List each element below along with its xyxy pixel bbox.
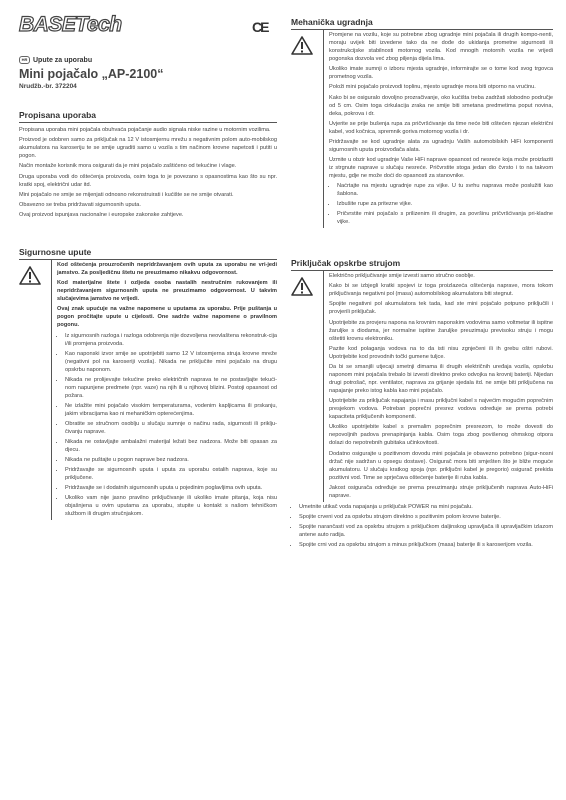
warning-box (291, 30, 553, 228)
language-label (19, 56, 277, 64)
paragraph: Električno priključivanje smije izvesti samo stručno osoblje. (329, 273, 475, 279)
paragraph: Upotrijebite za provjeru napona na krovnim naponskim vodovima samo voltmetar ili ispitne žaruljke s diodama, jer normalne ispitne žaruljke preuzimaju previsoku struju i mogu oštetiti krovnu elektroniku. (329, 319, 553, 342)
paragraph: Uvjerite se prije bušenja rupa za pričvršćivanje da time neće biti oštećen njezan električni kabel, vod kočnica, spremnik goriva motornog vozila i dr. (329, 120, 553, 135)
section-heading: Propisana uporaba (19, 110, 277, 123)
power-steps (291, 503, 553, 549)
section-heading: Sigurnosne upute (19, 247, 277, 260)
section-usage (19, 110, 277, 221)
paragraph: Proizvod je odobren samo za priključak na 12 V istosmjernu mrežu s negativnim polom auto-mobilskog akumulatora na karoseriju te se smije ugraditi samo u vozila s tim načinom krovne napetosti i putiti u pogon. (19, 137, 277, 160)
paragraph: Propisana uporaba mini pojačala obuhvaća pojačanje audio signala niske razine u motornim vozilima. (19, 127, 271, 133)
manual-type: Upute za uporabu (33, 56, 93, 64)
paragraph: Dodatno osigurajte u pozitivnom dovodu mini pojačala je obavezno potrebno (sigur-nosni držač nije sadržan u opsegu dostave). Osigurač mora biti smješten što je bliže moguće akumulatoru. U slučaju kratkog spoja (npr. priključni kabel je pregorio) osigurač prekida pozitivni vod. Time se sprječava oštećenje baterije ili ruba kabla. (329, 450, 553, 481)
warning-icon (291, 30, 323, 228)
paragraph: Promjene na vozilu, koje su potrebne zbog ugradnje mini pojačala ili drugih kompo-nenti, moraju uvijek biti izvedene tako da ne dođe do ukidanja prometne sigurnosti ili konstrukcijske stabilnosti motornog vozila. Kod mnogih motornih vozila ne vrijedi pogonska dozvola već zbog piljenja dijela lima. (329, 32, 553, 62)
section-power (291, 258, 553, 551)
list-item: • Izbušite rupe za pritezne vijke. (337, 200, 553, 208)
list-item: • Nikada ne puštajte u pogon naprave bez nadzora. (65, 456, 277, 464)
list-item: • Ne izlažite mini pojačalo visokim temperaturama, vodenim kapljicama ili prskanju, jakim vibracijama kao ni mehaničkim opterećenjima. (65, 402, 277, 418)
paragraph: Kod oštećenja prouzročenih nepridržavanjem ovih uputa za uporabu ne vri-jedi jamstvo. Za posljedičnu štetu ne preuzimamo nikakvu odgovornost. (57, 262, 277, 276)
paragraph: Ukoliko imate sumnji o izboru mjesta ugradnje, informirajte se o tome kod svog trgovca prometnog vozila. (329, 66, 553, 81)
paragraph: Položi mini pojačalo proizvodi toplinu, mjesto ugradnje mora biti otporno na vrućinu. (329, 84, 536, 91)
list-item: • Umetnite utikač voda napajanja u priključak POWER na mini pojačalu. (299, 503, 553, 511)
paragraph: Ovaj znak upućuje na važne napomene u uputama za uporabu. Prije puštanja u pogon pročitajte upute u cijelosti. One sadrže važne napomene o pravilnom pogonu. (57, 306, 277, 329)
paragraph: Jakost osigurača određuje se prema preuzimanju struje priključenih naprava Auto-HiFi naprave. (329, 484, 553, 499)
paragraph: Pridržavajte se kod ugradnje alata za ugradnju Vaših automobilskih HiFi komponenti sigurnosnih uputa proizvođača alata. (329, 138, 553, 153)
list-item: • Nikada ne prolijevajte tekućine preko električnih naprava te ne postavljajte tekući-nom napunjene predmete (npr. vaze) na njih ili u njihovoj blizini. Postoji opasnost od požara. (65, 376, 277, 400)
paragraph: Spojite negativni pol akumulatora tek tada, kad ste mini pojačalo potpuno priključili i provjerili priključak. (329, 301, 553, 316)
paragraph: Kod materijalne štete i ozljeda osoba nastalih nestručnim rukovanjem ili nepridržavanjem sigurnosnih uputa ne preuzimamo odgovornost. U takvim slučajevima jamstvo ne vrijedi. (57, 280, 277, 303)
list-item: • Spojite crni vod za opskrbu strujom s minus priključkom (masa) baterije ili s karoserijom vozila. (299, 541, 553, 549)
section-heading: Mehanička ugradnja (291, 17, 553, 30)
paragraph: Da bi se smanjili utjecaji smetnji dimama ili drugih električnih uređaja vozila, opskrbu naponom mini pojačala trebalo bi izvesti direktno preko odvojka na krovnij bateriji. Nijedan drugi potrošač, npr. ventilator, naprava za grijanje sjedala itd. ne smije biti priključena na napajanje preko istog kabla kao mini pojačalo. (329, 363, 553, 394)
list-item: • Kao naponski izvor smije se upotrijebiti samo 12 V istosmjerna struja krovne mreže (negativni pol na karoseriji vozila). Nikada ne priključite mini pojačalo na drugu opskrbu naponom. (65, 350, 277, 374)
paragraph: Mini pojačalo ne smije se mijenjati odnosno rekonstruirati i kućište se ne smije otvarati. (19, 191, 234, 198)
paragraph: Način montaže korisnik mora osigurati da je mini pojačalo zaštićeno od tekućine i vlage. (19, 163, 237, 170)
list-item: • Pričvrstite mini pojačalo s prilizenim ili drugim, za površinu pričvršćivanja pri-kladne vijke. (337, 210, 553, 226)
list-item: • Ukoliko vam nije jasno pravilno priključivanje ili ukoliko imate pitanja, koja nisu objašnjena u ovim uputama za uporabu, stupite u kontakt s našom tehničkom službom ili drugim stručnjakom. (65, 494, 277, 518)
safety-list (57, 332, 277, 518)
list-item: • Spojite narančasti vod za opskrbu strujom s priključkom daljinskog upravljača ili upravljačkim izlazom antene auto radija. (299, 523, 553, 539)
list-item: • Pridržavajte se i dodatnih sigurnosnih uputa u pojedinim poglavljima ovih uputa. (65, 484, 277, 492)
list-item: • Obratite se stručnom osoblju u slučaju sumnje o načinu rada, sigurnosti ili priklju-čivanju naprave. (65, 420, 277, 436)
section-mounting (291, 17, 553, 228)
paragraph: Upotrijebite za priključak napajanja i masu priključni kabel s najvećim mogućim poprečnim presjekom vodova. Potreban poprečni presrez vodova određuje se prema potrebi kapaciteta priključenih komponenti. (329, 398, 553, 421)
warning-box (19, 260, 277, 520)
paragraph: Ukoliko upotrijebite kabel s premalim poprečnim presrezom, to može dovesti do nepovoljnih padova prenapinjanja kabla. Osim toga zbog povišenog ohmskog otpora dolazi do nepotrebnih gubitaka učinkovitosti. (329, 424, 553, 447)
paragraph: Kako bi se osiguralo dovoljno prozračivanje, oko kućišta treba zadržati slobodno područje od 5 cm. Osim toga cirkulacija zraka ne smije biti smetana predmetima poput novina, deka, pokrova i dr. (329, 94, 553, 117)
paragraph: Obavezno se treba pridržavati sigurnosnih uputa. (19, 201, 141, 208)
brand-logo: BASETech (19, 13, 122, 36)
document-header (19, 56, 277, 90)
product-title: Mini pojačalo „AP-2100“ (19, 67, 164, 81)
warning-icon (19, 260, 51, 520)
list-item: • Spojite crveni vod za opskrbu strujom direktno s pozitivnim polom krovne baterije. (299, 513, 553, 521)
paragraph: Ovaj proizvod ispunjava nacionalne i europske zakonske zahtjeve. (19, 212, 184, 219)
list-item: • Pridržavajte se sigurnosnih uputa i uputa za uporabu ostalih naprava, koje su priključene. (65, 466, 277, 482)
section-heading: Priključak opskrbe strujom (291, 258, 553, 271)
mounting-steps (329, 182, 553, 226)
article-number: Nrudžb.-br. 372204 (19, 83, 77, 90)
paragraph: Uzmite u obzir kod ugradnje Vaše HiFi naprave opasnost od nesreće koja može proizlaziti iz strgnute naprave u slučaju nesreće. Pričvrstite stoga jedan dio čvrsto i to na takvom mjestu, gdje ne može doći do opasnosti za stanovnike. (329, 157, 553, 180)
paragraph: Pazite kod polaganja vodova na to da isti nisu zgnječeni ili ih grebu oštri rubovi. Upotrijebite kod provodnih točki gumene tuljce. (329, 345, 553, 360)
warning-icon (291, 271, 323, 502)
list-item: • Iz sigurnosnih razloga i razloga odobrenja nije dozvoljena neovlaštena rekonstruk-cija i/ili promjena proizvoda. (65, 332, 277, 348)
paragraph: Kako bi se izbjegli kratki spojevi iz toga proizlazeća oštećenja naprave, mora tokom priključivanja negativni pol (masa) automobilskog akumulatora biti stegnut. (329, 283, 553, 298)
list-item: • Nikada ne ostavljajte ambalažni materijal ležati bez nadzora. Može biti opasan za djecu. (65, 438, 277, 454)
ce-mark: CE (252, 19, 268, 35)
section-safety (19, 247, 277, 520)
paragraph: Druga uporaba vodi do oštećenja proizvoda, osim toga to je povezano s opasnostima kao što su npr. kratki spoj, električni udar itd. (19, 173, 277, 188)
list-item: • Naćrtajte na mjestu ugradnje rupe za vijke. U tu svrhu naprava može poslužiti kao šablona. (337, 182, 553, 198)
warning-box (291, 271, 553, 502)
language-code-badge: HR (19, 56, 30, 64)
